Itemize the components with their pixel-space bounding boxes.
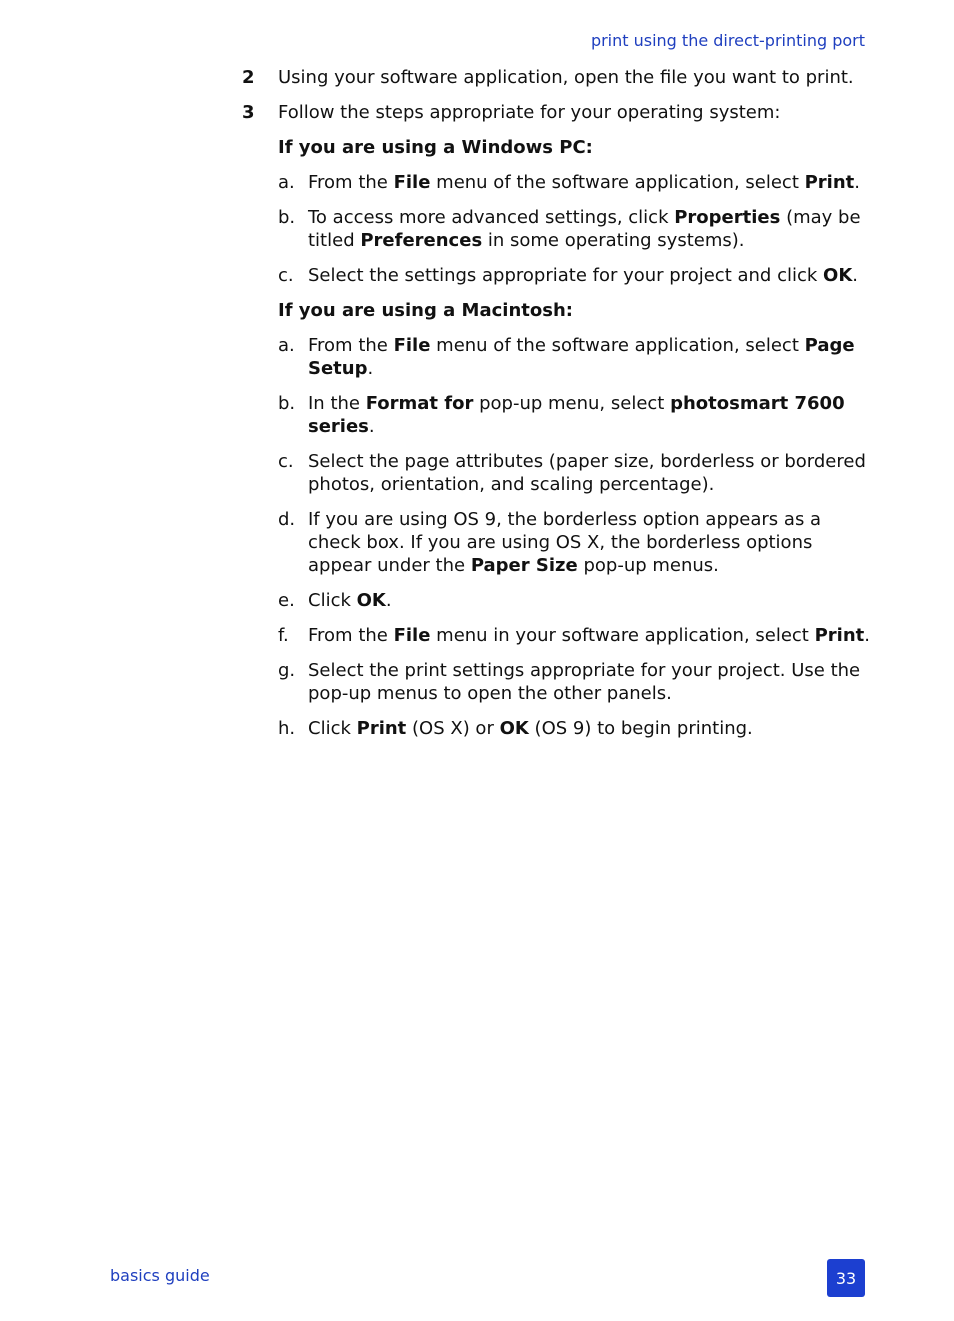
item-text: Select the print settings appropriate for your project. Use the pop-up menus to open the other panels.: [308, 660, 861, 704]
item-text: To access more advanced settings, click: [308, 207, 675, 228]
item-bold: Print: [814, 625, 865, 646]
item-letter: h.: [278, 718, 296, 739]
running-header: print using the direct-printing port: [590, 31, 865, 50]
item-letter: e.: [278, 590, 295, 611]
windows-item-c: [242, 264, 872, 287]
mac-item-b: [242, 392, 872, 438]
item-letter: c.: [278, 265, 294, 286]
item-text: From the: [308, 172, 394, 193]
item-text: (OS 9) to begin printing.: [528, 718, 753, 739]
item-bold: photosmart 7600 series: [308, 393, 845, 437]
windows-item-b: [242, 206, 872, 252]
item-letter: d.: [278, 509, 296, 530]
item-bold: Paper Size: [470, 555, 578, 576]
item-text: In the: [308, 393, 366, 414]
mac-item-f: [242, 624, 872, 647]
step-text: Follow the steps appropriate for your operating system:: [278, 102, 781, 123]
item-bold: OK: [823, 265, 853, 286]
mac-heading: If you are using a Macintosh:: [278, 300, 573, 321]
mac-item-c: [242, 450, 872, 496]
step-number: 2: [242, 67, 255, 88]
item-text: menu of the software application, select: [430, 335, 805, 356]
item-text: in some operating systems).: [482, 230, 745, 251]
item-letter: c.: [278, 451, 294, 472]
item-letter: a.: [278, 335, 295, 356]
item-text: From the: [308, 625, 394, 646]
windows-heading: If you are using a Windows PC:: [278, 137, 593, 158]
mac-item-d: [242, 508, 872, 577]
item-bold: Properties: [674, 207, 781, 228]
page-content: [242, 66, 872, 752]
item-bold: Page Setup: [308, 335, 855, 379]
item-text: .: [854, 172, 861, 193]
item-letter: f.: [278, 625, 289, 646]
item-text: Select the page attributes (paper size, borderless or bordered photos, orientation, and scaling percentage).: [308, 451, 866, 495]
item-text: Select the settings appropriate for your project and click: [308, 265, 824, 286]
item-text: If you are using OS 9, the borderless option appears as a check box. If you are using OS X, the borderless options appear under the: [308, 509, 822, 576]
item-text: Click: [308, 718, 357, 739]
mac-item-e: [242, 589, 872, 612]
item-bold: OK: [499, 718, 529, 739]
step-number: 3: [242, 102, 255, 123]
item-text: From the: [308, 335, 394, 356]
item-text: Click: [308, 590, 357, 611]
page-number-badge: 33: [827, 1259, 865, 1297]
item-text: menu of the software application, select: [430, 172, 805, 193]
item-bold: Format for: [365, 393, 474, 414]
mac-item-a: [242, 334, 872, 380]
mac-item-g: [242, 659, 872, 705]
item-bold: Print: [804, 172, 855, 193]
item-bold: Print: [356, 718, 407, 739]
item-text: menu in your software application, select: [430, 625, 815, 646]
item-bold: File: [393, 625, 431, 646]
step-text: Using your software application, open the file you want to print.: [278, 67, 854, 88]
step-2: [242, 66, 872, 89]
item-text: (may be titled: [308, 207, 861, 251]
mac-item-h: [242, 717, 872, 740]
step-3: [242, 101, 872, 124]
item-text: .: [367, 358, 374, 379]
footer-guide-name: basics guide: [110, 1266, 210, 1285]
item-text: (OS X) or: [406, 718, 500, 739]
item-text: pop-up menus.: [577, 555, 719, 576]
item-bold: File: [393, 172, 431, 193]
item-bold: OK: [356, 590, 386, 611]
item-text: pop-up menu, select: [473, 393, 671, 414]
item-text: .: [864, 625, 870, 646]
windows-item-a: [242, 171, 872, 194]
item-letter: b.: [278, 207, 296, 228]
item-letter: a.: [278, 172, 295, 193]
item-text: .: [368, 416, 375, 437]
item-letter: g.: [278, 660, 296, 681]
item-text: .: [852, 265, 858, 286]
item-bold: File: [393, 335, 431, 356]
item-text: .: [385, 590, 392, 611]
item-letter: b.: [278, 393, 296, 414]
item-bold: Preferences: [360, 230, 483, 251]
